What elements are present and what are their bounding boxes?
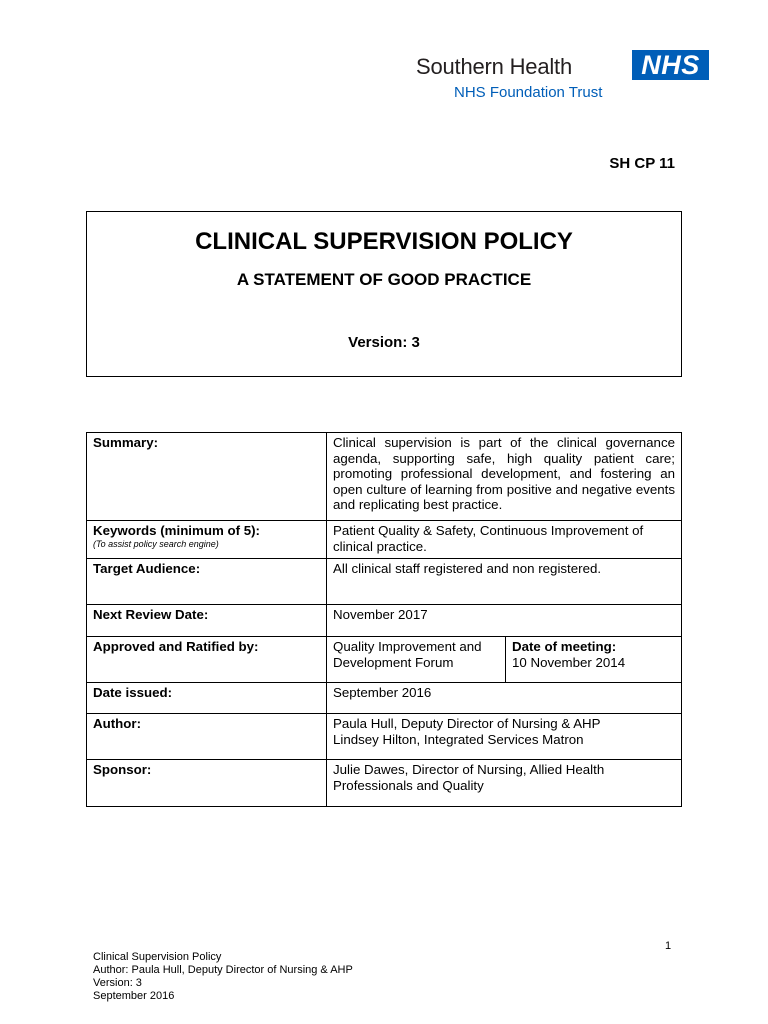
author-line-2: Lindsey Hilton, Integrated Services Matron (333, 731, 584, 747)
audience-value: All clinical staff registered and non registered. (327, 559, 682, 605)
footer-line-1: Clinical Supervision Policy (93, 951, 222, 963)
keywords-value: Patient Quality & Safety, Continuous Improvement of clinical practice. (327, 521, 682, 559)
keywords-hint: (To assist policy search engine) (93, 538, 219, 549)
page-number: 1 (665, 940, 672, 952)
meeting-label: Date of meeting: (512, 639, 617, 654)
policy-details-table (86, 432, 682, 807)
page-footer (93, 951, 353, 1003)
approved-label: Approved and Ratified by: (87, 637, 327, 683)
table-row (87, 714, 682, 760)
footer-line-2: Author: Paula Hull, Deputy Director of Nursing & AHP (93, 964, 353, 976)
author-cell (327, 714, 682, 760)
footer-line-3: Version: 3 (93, 977, 142, 989)
summary-value: Clinical supervision is part of the clinical governance agenda, supporting safe, high quality patient care; promoting professional development, and fostering an open culture of learning from positive and negative events and replicating best practice. (327, 433, 682, 521)
keywords-cell (87, 521, 327, 559)
table-row (87, 683, 682, 714)
table-row (87, 559, 682, 605)
author-line-1: Paula Hull, Deputy Director of Nursing & AHP (333, 716, 601, 731)
document-reference: SH CP 11 (609, 155, 675, 172)
author-label: Author: (87, 714, 327, 760)
table-row (87, 521, 682, 559)
nhs-badge: NHS (632, 50, 709, 80)
sponsor-value: Julie Dawes, Director of Nursing, Allied Health Professionals and Quality (327, 760, 682, 807)
footer-line-4: September 2016 (93, 990, 175, 1002)
issued-value: September 2016 (327, 683, 682, 714)
keywords-label: Keywords (minimum of 5): (93, 523, 260, 538)
review-date-label: Next Review Date: (87, 605, 327, 637)
table-row (87, 637, 682, 683)
trust-logo (416, 48, 716, 108)
issued-label: Date issued: (87, 683, 327, 714)
meeting-cell (506, 637, 682, 683)
approved-value: Quality Improvement and Development Forum (327, 637, 506, 683)
review-date-value: November 2017 (327, 605, 682, 637)
policy-title: CLINICAL SUPERVISION POLICY (195, 228, 573, 255)
title-box (86, 211, 682, 377)
logo-org-name: Southern Health (416, 54, 572, 79)
meeting-value: 10 November 2014 (512, 654, 626, 670)
table-row (87, 605, 682, 637)
table-row (87, 760, 682, 807)
sponsor-label: Sponsor: (87, 760, 327, 807)
summary-label: Summary: (87, 433, 327, 521)
table-row (87, 433, 682, 521)
logo-subtitle: NHS Foundation Trust (454, 84, 603, 101)
policy-subtitle: A STATEMENT OF GOOD PRACTICE (236, 270, 532, 289)
audience-label: Target Audience: (87, 559, 327, 605)
policy-version: Version: 3 (348, 334, 420, 351)
